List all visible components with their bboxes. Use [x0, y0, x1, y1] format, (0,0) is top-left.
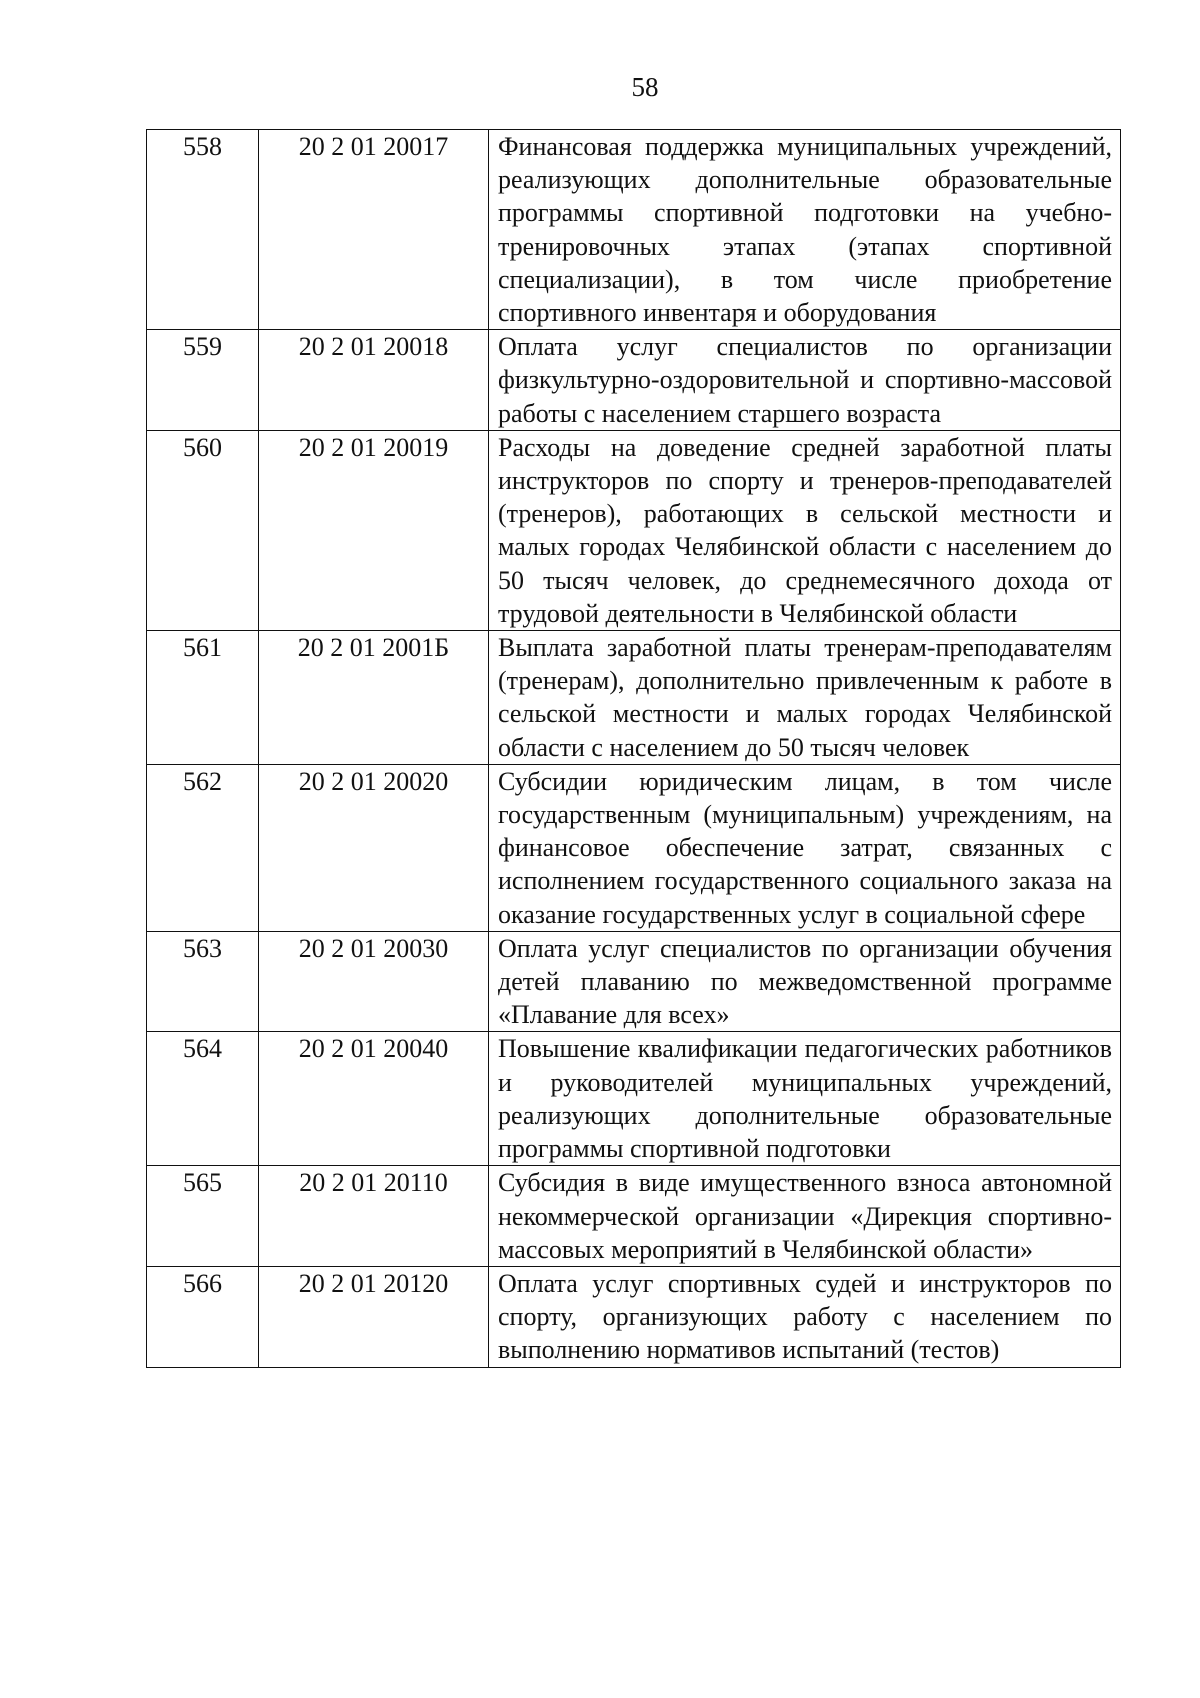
row-description: Расходы на доведение средней заработной платы инструкторов по спорту и тренеров-преподавателей (тренеров), работающих в сельской местности и малых городах Челябинской области с населением до 50 тысяч человек, до среднемесячного дохода от трудовой деятельности в Челябинской области [489, 430, 1121, 630]
budget-code: 20 2 01 20110 [259, 1166, 489, 1267]
row-description: Субсидии юридическим лицам, в том числе государственным (муниципальным) учреждениям, на финансовое обеспечение затрат, связанных с исполнением государственного социального заказа на оказание государственных услуг в социальной сфере [489, 764, 1121, 931]
budget-code: 20 2 01 20017 [259, 130, 489, 330]
table-row [147, 1166, 1121, 1267]
row-number: 563 [147, 931, 259, 1032]
budget-code: 20 2 01 20018 [259, 330, 489, 431]
row-description: Оплата услуг спортивных судей и инструкторов по спорту, организующих работу с населением по выполнению нормативов испытаний (тестов) [489, 1266, 1121, 1367]
row-number: 561 [147, 631, 259, 765]
table-row [147, 631, 1121, 765]
table-row [147, 931, 1121, 1032]
row-description: Субсидия в виде имущественного взноса автономной некоммерческой организации «Дирекция спортивно-массовых мероприятий в Челябинской области» [489, 1166, 1121, 1267]
row-description: Оплата услуг специалистов по организации обучения детей плаванию по межведомственной программе «Плавание для всех» [489, 931, 1121, 1032]
table-row [147, 330, 1121, 431]
page-number: 58 [631, 72, 659, 102]
table-row [147, 430, 1121, 630]
row-number: 558 [147, 130, 259, 330]
row-number: 564 [147, 1032, 259, 1166]
budget-classification-table [146, 129, 1121, 1368]
row-number: 565 [147, 1166, 259, 1267]
table-row [147, 764, 1121, 931]
budget-code: 20 2 01 2001Б [259, 631, 489, 765]
budget-code: 20 2 01 20020 [259, 764, 489, 931]
row-number: 559 [147, 330, 259, 431]
table-row [147, 130, 1121, 330]
row-number: 560 [147, 430, 259, 630]
row-number: 562 [147, 764, 259, 931]
row-number: 566 [147, 1266, 259, 1367]
budget-code: 20 2 01 20030 [259, 931, 489, 1032]
table-row [147, 1266, 1121, 1367]
budget-code: 20 2 01 20019 [259, 430, 489, 630]
row-description: Выплата заработной платы тренерам-преподавателям (тренерам), дополнительно привлеченным к работе в сельской местности и малых городах Челябинской области с населением до 50 тысяч человек [489, 631, 1121, 765]
budget-code: 20 2 01 20120 [259, 1266, 489, 1367]
budget-code: 20 2 01 20040 [259, 1032, 489, 1166]
row-description: Повышение квалификации педагогических работников и руководителей муниципальных учреждений, реализующих дополнительные образовательные программы спортивной подготовки [489, 1032, 1121, 1166]
row-description: Оплата услуг специалистов по организации физкультурно-оздоровительной и спортивно-массовой работы с населением старшего возраста [489, 330, 1121, 431]
row-description: Финансовая поддержка муниципальных учреждений, реализующих дополнительные образовательные программы спортивной подготовки на учебно-тренировочных этапах (этапах спортивной специализации), в том числе приобретение спортивного инвентаря и оборудования [489, 130, 1121, 330]
table-row [147, 1032, 1121, 1166]
